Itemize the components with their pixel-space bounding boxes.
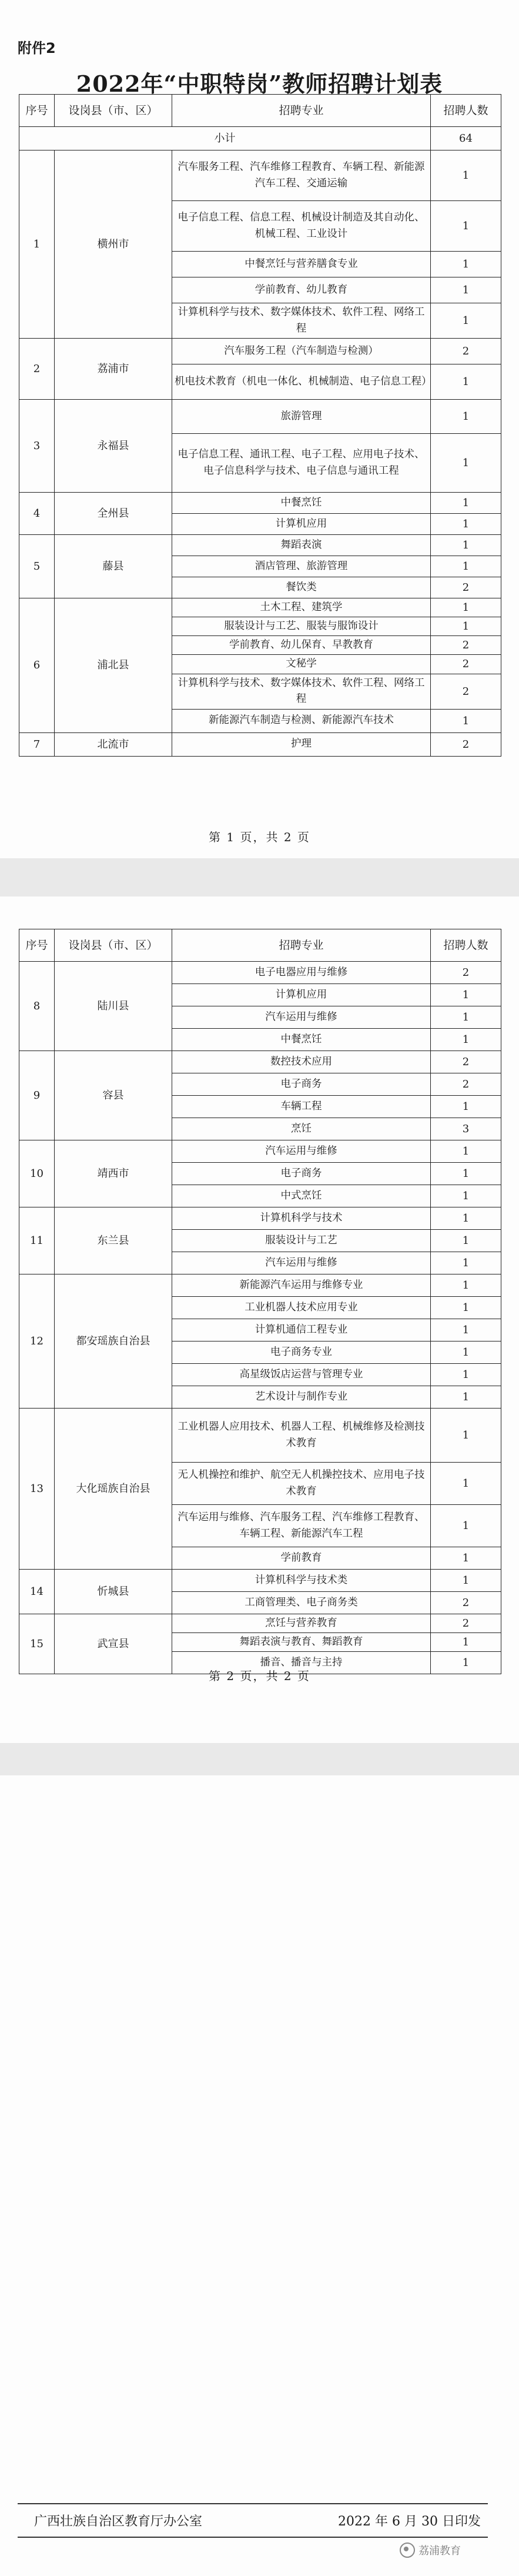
major-cell: 新能源汽车运用与维修专业 xyxy=(172,1274,431,1297)
count-cell: 2 xyxy=(431,1073,501,1096)
count-cell: 1 xyxy=(431,1096,501,1118)
count-cell: 1 xyxy=(431,1652,501,1674)
issuer-office: 广西壮族自治区教育厅办公室 xyxy=(34,2514,203,2529)
major-cell: 计算机应用 xyxy=(172,984,431,1006)
count-cell: 1 xyxy=(431,556,501,577)
row-number: 11 xyxy=(19,1207,55,1274)
count-cell: 1 xyxy=(431,277,501,303)
count-cell: 1 xyxy=(431,1570,501,1592)
major-cell: 计算机科学与技术类 xyxy=(172,1570,431,1592)
count-cell: 1 xyxy=(431,1252,501,1274)
major-cell: 计算机通信工程专业 xyxy=(172,1319,431,1341)
page-number-2: 第 2 页，共 2 页 xyxy=(209,1669,310,1683)
table-row xyxy=(19,1614,501,1633)
major-cell: 工商管理类、电子商务类 xyxy=(172,1592,431,1614)
row-number: 2 xyxy=(19,339,55,400)
major-cell: 工业机器人应用技术、机器人工程、机械维修及检测技术教育 xyxy=(172,1409,431,1463)
row-number: 13 xyxy=(19,1409,55,1570)
subtotal-count: 64 xyxy=(431,127,501,150)
subtotal-row xyxy=(19,127,501,150)
table-row xyxy=(19,535,501,556)
count-cell: 1 xyxy=(431,984,501,1006)
count-cell: 1 xyxy=(431,1230,501,1252)
footer-rule-top xyxy=(18,2503,488,2504)
count-cell: 1 xyxy=(431,1319,501,1341)
count-cell: 1 xyxy=(431,1006,501,1029)
count-cell: 2 xyxy=(431,1051,501,1073)
table-row xyxy=(19,1274,501,1297)
major-cell: 汽车运用与维修 xyxy=(172,1140,431,1163)
major-cell: 酒店管理、旅游管理 xyxy=(172,556,431,577)
row-number: 6 xyxy=(19,598,55,733)
major-cell: 电子信息工程、通讯工程、电子工程、应用电子技术、电子信息科学与技术、电子信息与通讯工程 xyxy=(172,434,431,493)
count-cell: 1 xyxy=(431,1386,501,1409)
table-header-row xyxy=(19,929,501,962)
wechat-icon xyxy=(400,2542,415,2558)
column-header: 招聘人数 xyxy=(431,95,501,127)
table-row xyxy=(19,732,501,756)
major-cell: 计算机科学与技术、数字媒体技术、软件工程、网络工程 xyxy=(172,303,431,339)
column-header: 招聘专业 xyxy=(172,929,431,962)
major-cell: 无人机操控和维护、航空无人机操控技术、应用电子技术教育 xyxy=(172,1463,431,1505)
county-name: 荔浦市 xyxy=(55,339,172,400)
major-cell: 服装设计与工艺 xyxy=(172,1230,431,1252)
table-row xyxy=(19,400,501,434)
major-cell: 舞蹈表演 xyxy=(172,535,431,556)
major-cell: 中餐烹饪与营养膳食专业 xyxy=(172,252,431,277)
count-cell: 1 xyxy=(431,364,501,400)
major-cell: 汽车运用与维修 xyxy=(172,1006,431,1029)
county-name: 都安瑶族自治县 xyxy=(55,1274,172,1409)
major-cell: 护理 xyxy=(172,732,431,756)
major-cell: 计算机应用 xyxy=(172,514,431,535)
major-cell: 旅游管理 xyxy=(172,400,431,434)
major-cell: 烹饪 xyxy=(172,1118,431,1140)
document-page-2 xyxy=(0,896,519,1743)
county-name: 东兰县 xyxy=(55,1207,172,1274)
major-cell: 餐饮类 xyxy=(172,577,431,598)
major-cell: 汽车服务工程、汽车维修工程教育、车辆工程、新能源汽车工程、交通运输 xyxy=(172,150,431,201)
count-cell: 2 xyxy=(431,962,501,984)
count-cell: 1 xyxy=(431,400,501,434)
county-name: 浦北县 xyxy=(55,598,172,733)
count-cell: 1 xyxy=(431,1463,501,1505)
subtotal-label: 小计 xyxy=(19,127,431,150)
count-cell: 2 xyxy=(431,339,501,364)
count-cell: 1 xyxy=(431,1163,501,1185)
count-cell: 2 xyxy=(431,1614,501,1633)
table-row xyxy=(19,150,501,201)
count-cell: 1 xyxy=(431,1505,501,1547)
count-cell: 2 xyxy=(431,655,501,674)
count-cell: 1 xyxy=(431,514,501,535)
count-cell: 1 xyxy=(431,201,501,252)
county-name: 横州市 xyxy=(55,150,172,339)
major-cell: 电子商务 xyxy=(172,1073,431,1096)
table-row xyxy=(19,1140,501,1163)
major-cell: 计算机科学与技术 xyxy=(172,1207,431,1230)
table-row xyxy=(19,339,501,364)
table-row xyxy=(19,1409,501,1463)
table-row xyxy=(19,493,501,514)
count-cell: 1 xyxy=(431,1633,501,1652)
count-cell: 2 xyxy=(431,732,501,756)
recruitment-plan-table-page-1 xyxy=(19,94,501,757)
count-cell: 1 xyxy=(431,1207,501,1230)
row-number: 15 xyxy=(19,1614,55,1674)
count-cell: 1 xyxy=(431,1274,501,1297)
major-cell: 机电技术教育（机电一体化、机械制造、电子信息工程） xyxy=(172,364,431,400)
count-cell: 2 xyxy=(431,674,501,709)
document-page-back xyxy=(0,1775,519,2576)
count-cell: 1 xyxy=(431,1547,501,1570)
county-name: 武宣县 xyxy=(55,1614,172,1674)
column-header: 设岗县（市、区） xyxy=(55,929,172,962)
major-cell: 汽车运用与维修、汽车服务工程、汽车维修工程教育、车辆工程、新能源汽车工程 xyxy=(172,1505,431,1547)
major-cell: 电子电器应用与维修 xyxy=(172,962,431,984)
row-number: 8 xyxy=(19,962,55,1051)
major-cell: 新能源汽车制造与检测、新能源汽车技术 xyxy=(172,709,431,732)
count-cell: 1 xyxy=(431,150,501,201)
major-cell: 服装设计与工艺、服装与服饰设计 xyxy=(172,617,431,636)
column-header: 设岗县（市、区） xyxy=(55,95,172,127)
page-number-1: 第 1 页，共 2 页 xyxy=(209,830,310,844)
major-cell: 电子商务专业 xyxy=(172,1341,431,1364)
table-row xyxy=(19,1207,501,1230)
major-cell: 播音、播音与主持 xyxy=(172,1652,431,1674)
document-title: 2022年“中职特岗”教师招聘计划表 xyxy=(76,71,443,97)
major-cell: 中餐烹饪 xyxy=(172,1029,431,1051)
column-header: 招聘专业 xyxy=(172,95,431,127)
table-row xyxy=(19,1570,501,1592)
county-name: 靖西市 xyxy=(55,1140,172,1207)
row-number: 7 xyxy=(19,732,55,756)
count-cell: 1 xyxy=(431,1341,501,1364)
count-cell: 1 xyxy=(431,1297,501,1319)
count-cell: 1 xyxy=(431,535,501,556)
count-cell: 1 xyxy=(431,493,501,514)
county-name: 全州县 xyxy=(55,493,172,535)
watermark xyxy=(400,2542,461,2558)
major-cell: 汽车运用与维修 xyxy=(172,1252,431,1274)
column-header: 招聘人数 xyxy=(431,929,501,962)
count-cell: 1 xyxy=(431,1185,501,1207)
major-cell: 中式烹饪 xyxy=(172,1185,431,1207)
table-row xyxy=(19,598,501,617)
row-number: 3 xyxy=(19,400,55,493)
major-cell: 汽车服务工程（汽车制造与检测） xyxy=(172,339,431,364)
row-number: 10 xyxy=(19,1140,55,1207)
footer-rule-bottom xyxy=(18,2537,488,2538)
major-cell: 学前教育、幼儿保育、早教教育 xyxy=(172,636,431,655)
major-cell: 工业机器人技术应用专业 xyxy=(172,1297,431,1319)
attachment-label: 附件2 xyxy=(18,40,56,56)
count-cell: 1 xyxy=(431,617,501,636)
table-row xyxy=(19,962,501,984)
watermark-text: 荔浦教育 xyxy=(418,2545,461,2557)
count-cell: 1 xyxy=(431,709,501,732)
major-cell: 电子商务 xyxy=(172,1163,431,1185)
major-cell: 舞蹈表演与教育、舞蹈教育 xyxy=(172,1633,431,1652)
count-cell: 1 xyxy=(431,1409,501,1463)
count-cell: 1 xyxy=(431,598,501,617)
row-number: 12 xyxy=(19,1274,55,1409)
major-cell: 烹饪与营养教育 xyxy=(172,1614,431,1633)
county-name: 容县 xyxy=(55,1051,172,1140)
document-page-1 xyxy=(0,0,519,858)
count-cell: 1 xyxy=(431,1140,501,1163)
county-name: 大化瑶族自治县 xyxy=(55,1409,172,1570)
row-number: 1 xyxy=(19,150,55,339)
count-cell: 1 xyxy=(431,1029,501,1051)
count-cell: 2 xyxy=(431,636,501,655)
major-cell: 高星级饭店运营与管理专业 xyxy=(172,1364,431,1386)
major-cell: 文秘学 xyxy=(172,655,431,674)
table-header-row xyxy=(19,95,501,127)
county-name: 藤县 xyxy=(55,535,172,598)
county-name: 陆川县 xyxy=(55,962,172,1051)
county-name: 永福县 xyxy=(55,400,172,493)
count-cell: 1 xyxy=(431,434,501,493)
major-cell: 计算机科学与技术、数字媒体技术、软件工程、网络工程 xyxy=(172,674,431,709)
row-number: 14 xyxy=(19,1570,55,1614)
major-cell: 车辆工程 xyxy=(172,1096,431,1118)
major-cell: 电子信息工程、信息工程、机械设计制造及其自动化、机械工程、工业设计 xyxy=(172,201,431,252)
count-cell: 1 xyxy=(431,303,501,339)
row-number: 5 xyxy=(19,535,55,598)
row-number: 4 xyxy=(19,493,55,535)
major-cell: 学前教育、幼儿教育 xyxy=(172,277,431,303)
issue-date: 2022 年 6 月 30 日印发 xyxy=(338,2514,481,2529)
count-cell: 1 xyxy=(431,1364,501,1386)
column-header: 序号 xyxy=(19,95,55,127)
count-cell: 2 xyxy=(431,1592,501,1614)
recruitment-plan-table-page-2 xyxy=(19,929,501,1674)
table-row xyxy=(19,1051,501,1073)
column-header: 序号 xyxy=(19,929,55,962)
major-cell: 数控技术应用 xyxy=(172,1051,431,1073)
count-cell: 1 xyxy=(431,252,501,277)
county-name: 北流市 xyxy=(55,732,172,756)
row-number: 9 xyxy=(19,1051,55,1140)
major-cell: 艺术设计与制作专业 xyxy=(172,1386,431,1409)
major-cell: 中餐烹饪 xyxy=(172,493,431,514)
major-cell: 土木工程、建筑学 xyxy=(172,598,431,617)
count-cell: 3 xyxy=(431,1118,501,1140)
count-cell: 2 xyxy=(431,577,501,598)
county-name: 忻城县 xyxy=(55,1570,172,1614)
major-cell: 学前教育 xyxy=(172,1547,431,1570)
